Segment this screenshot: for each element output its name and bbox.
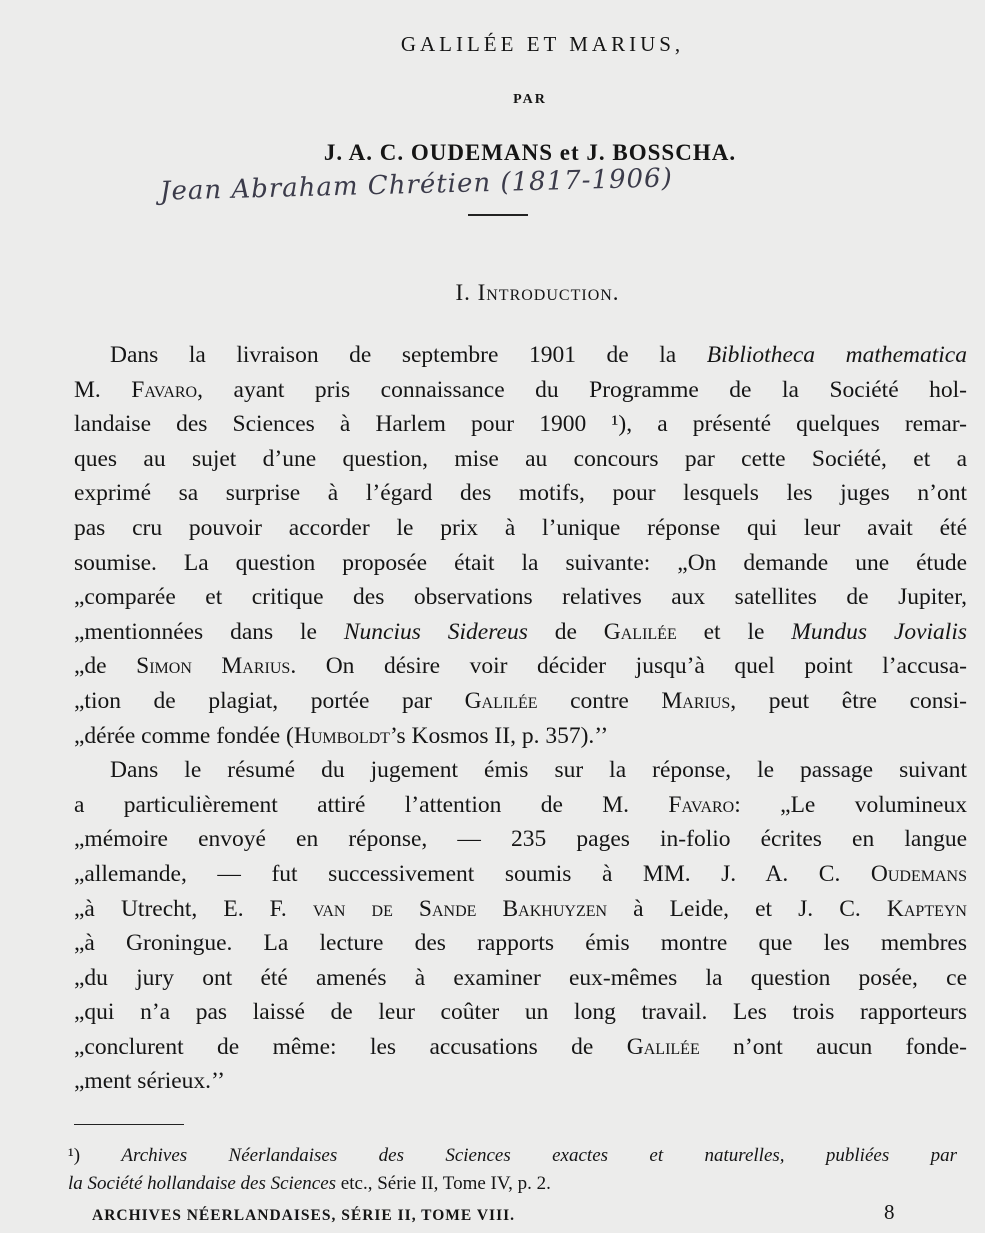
text-line: „à Groningue. La lecture des rapports émis montre que les membres bbox=[74, 930, 967, 957]
text-line: „comparée et critique des observations relatives aux satellites de Jupiter, bbox=[74, 584, 967, 611]
text-line: soumise. La question proposée était la suivante: „On demande une étude bbox=[74, 549, 967, 576]
text-line: „mémoire envoyé en réponse, — 235 pages in-folio écrites en langue bbox=[74, 826, 967, 853]
text-line: „allemande, — fut successivement soumis à MM. J. A. C. Oudemans bbox=[74, 860, 967, 887]
section-heading bbox=[0, 280, 985, 306]
text-line: Dans le résumé du jugement émis sur la réponse, le passage suivant bbox=[110, 757, 967, 784]
text-line: pas cru pouvoir accorder le prix à l’unique réponse qui leur avait été bbox=[74, 514, 967, 541]
article-title: GALILÉE ET MARIUS, bbox=[400, 32, 685, 56]
footnote-line: la Société hollandaise des Sciences etc., Série II, Tome IV, p. 2. bbox=[68, 1173, 551, 1194]
text-line: „de Simon Marius. On désire voir décider jusqu’à quel point l’accusa- bbox=[74, 653, 967, 680]
footnote-divider bbox=[74, 1124, 184, 1125]
footnote bbox=[68, 1142, 957, 1198]
page-number: 8 bbox=[884, 1200, 895, 1224]
section-heading-text: I. Introduction. bbox=[455, 280, 620, 305]
text-line: a particulièrement attiré l’attention de M. Favaro: „Le volumineux bbox=[74, 791, 967, 818]
text-line: „mentionnées dans le Nuncius Sidereus de Galilée et le Mundus Jovialis bbox=[74, 618, 967, 645]
text-line: M. Favaro, ayant pris connaissance du Programme de la Société hol- bbox=[74, 376, 967, 403]
body-text bbox=[74, 338, 967, 1099]
footnote-line: ¹) Archives Néerlandaises des Sciences exactes et naturelles, publiées par bbox=[68, 1145, 957, 1166]
byline-par: PAR bbox=[513, 92, 547, 107]
text-line: „dérée comme fondée (Humboldt’s Kosmos II, p. 357).’’ bbox=[74, 722, 609, 749]
title-divider bbox=[468, 214, 528, 216]
text-line: „conclurent de même: les accusations de Galilée n’ont aucun fonde- bbox=[74, 1033, 967, 1060]
text-line: „qui n’a pas laissé de leur coûter un long travail. Les trois rapporteurs bbox=[74, 999, 967, 1026]
text-line: landaise des Sciences à Harlem pour 1900 ¹), a présenté quelques remar- bbox=[74, 411, 967, 438]
handwritten-annotation: Jean Abraham Chrétien (1817-1906) bbox=[159, 163, 674, 207]
text-line: „à Utrecht, E. F. van de Sande Bakhuyzen à Leide, et J. C. Kapteyn bbox=[74, 895, 967, 922]
text-line: „du jury ont été amenés à examiner eux-mêmes la question posée, ce bbox=[74, 964, 967, 991]
text-line: ques au sujet d’une question, mise au concours par cette Société, et a bbox=[74, 445, 967, 472]
text-line: exprimé sa surprise à l’égard des motifs, pour lesquels les juges n’ont bbox=[74, 480, 967, 507]
text-line: Dans la livraison de septembre 1901 de la Bibliotheca mathematica bbox=[110, 342, 967, 368]
text-line: „tion de plagiat, portée par Galilée contre Marius, peut être consi- bbox=[74, 687, 967, 714]
text-line: „ment sérieux.’’ bbox=[74, 1068, 225, 1095]
authors: J. A. C. OUDEMANS et J. BOSSCHA. bbox=[323, 140, 737, 165]
journal-footer: ARCHIVES NÉERLANDAISES, SÉRIE II, TOME VIII. bbox=[92, 1207, 516, 1224]
